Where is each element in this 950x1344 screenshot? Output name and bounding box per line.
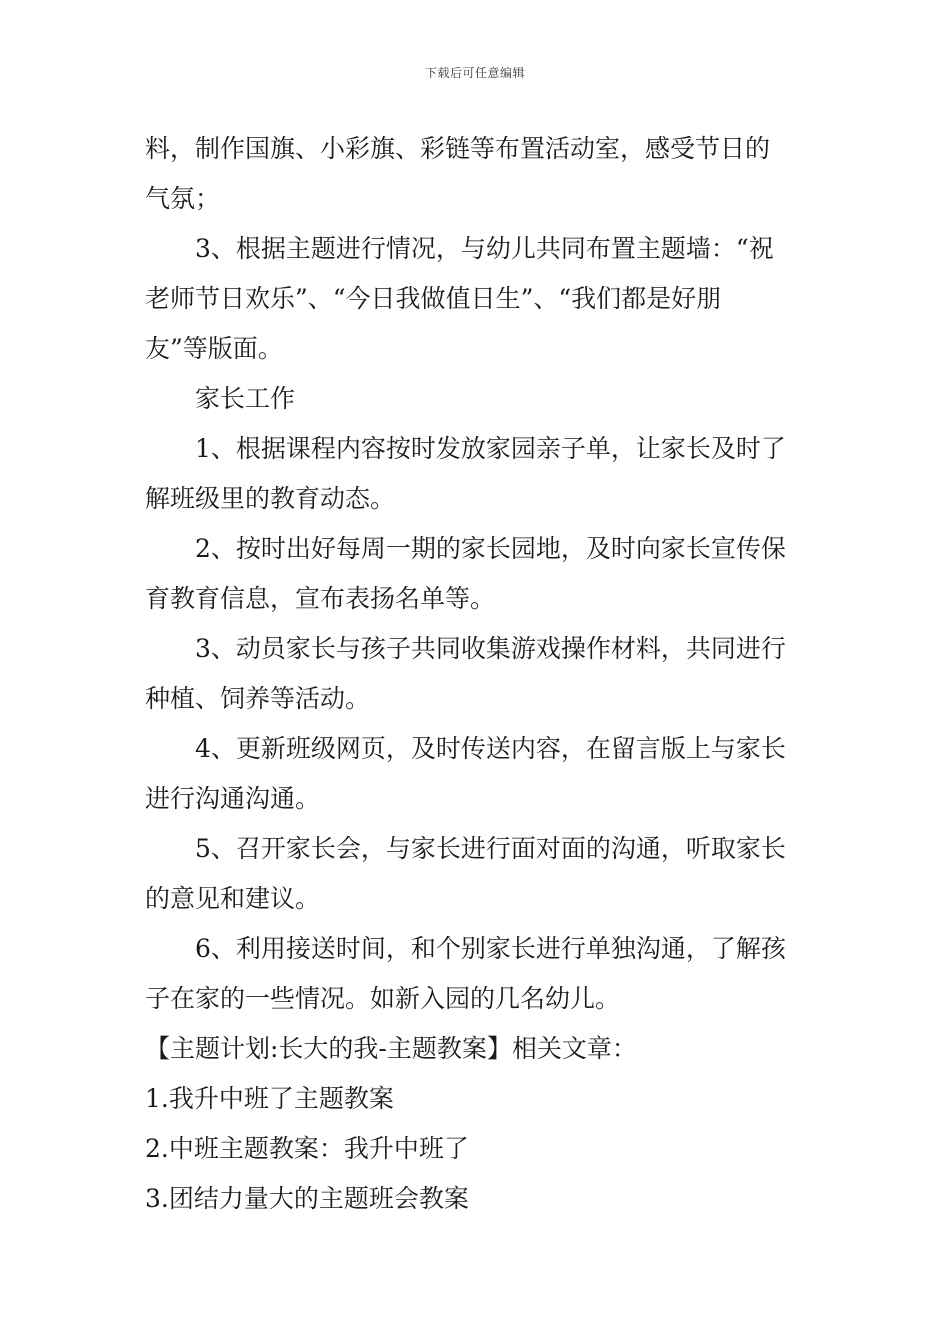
- text-line: 进行沟通沟通。: [145, 784, 321, 813]
- related-article-link[interactable]: 3.团结力量大的主题班会教案: [145, 1184, 469, 1213]
- section-heading: 家长工作: [195, 384, 296, 413]
- text-line: 2、按时出好每周一期的家长园地，及时向家长宣传保: [195, 534, 786, 563]
- text-line: 解班级里的教育动态。: [145, 484, 396, 513]
- text-line: 的意见和建议。: [145, 884, 321, 913]
- text-line: 4、更新班级网页，及时传送内容，在留言版上与家长: [195, 734, 786, 763]
- text-line: 育教育信息，宣布表扬名单等。: [145, 584, 496, 613]
- text-line: 6、利用接送时间，和个别家长进行单独沟通，了解孩: [195, 934, 786, 963]
- text-line: 老师节日欢乐”、“今日我做值日生”、“我们都是好朋: [145, 284, 722, 313]
- text-line: 友”等版面。: [145, 334, 283, 363]
- text-line: 子在家的一些情况。如新入园的几名幼儿。: [145, 984, 621, 1013]
- related-articles-heading: 【主题计划:长大的我-主题教案】相关文章：: [145, 1034, 637, 1063]
- document-body: [145, 124, 807, 1224]
- text-line: 3、根据主题进行情况，与幼儿共同布置主题墙：“祝: [195, 234, 774, 263]
- page-header-note: 下载后可任意编辑: [424, 66, 525, 80]
- text-line: 5、召开家长会，与家长进行面对面的沟通，听取家长: [195, 834, 786, 863]
- text-line: 料，制作国旗、小彩旗、彩链等布置活动室，感受节日的: [145, 134, 771, 163]
- text-line: 1、根据课程内容按时发放家园亲子单，让家长及时了: [195, 434, 786, 463]
- related-article-link[interactable]: 1.我升中班了主题教案: [145, 1084, 394, 1113]
- text-line: 3、动员家长与孩子共同收集游戏操作材料，共同进行: [195, 634, 786, 663]
- related-article-link[interactable]: 2.中班主题教案：我升中班了: [145, 1134, 469, 1163]
- text-line: 种植、饲养等活动。: [145, 684, 371, 713]
- text-line: 气氛；: [145, 184, 221, 213]
